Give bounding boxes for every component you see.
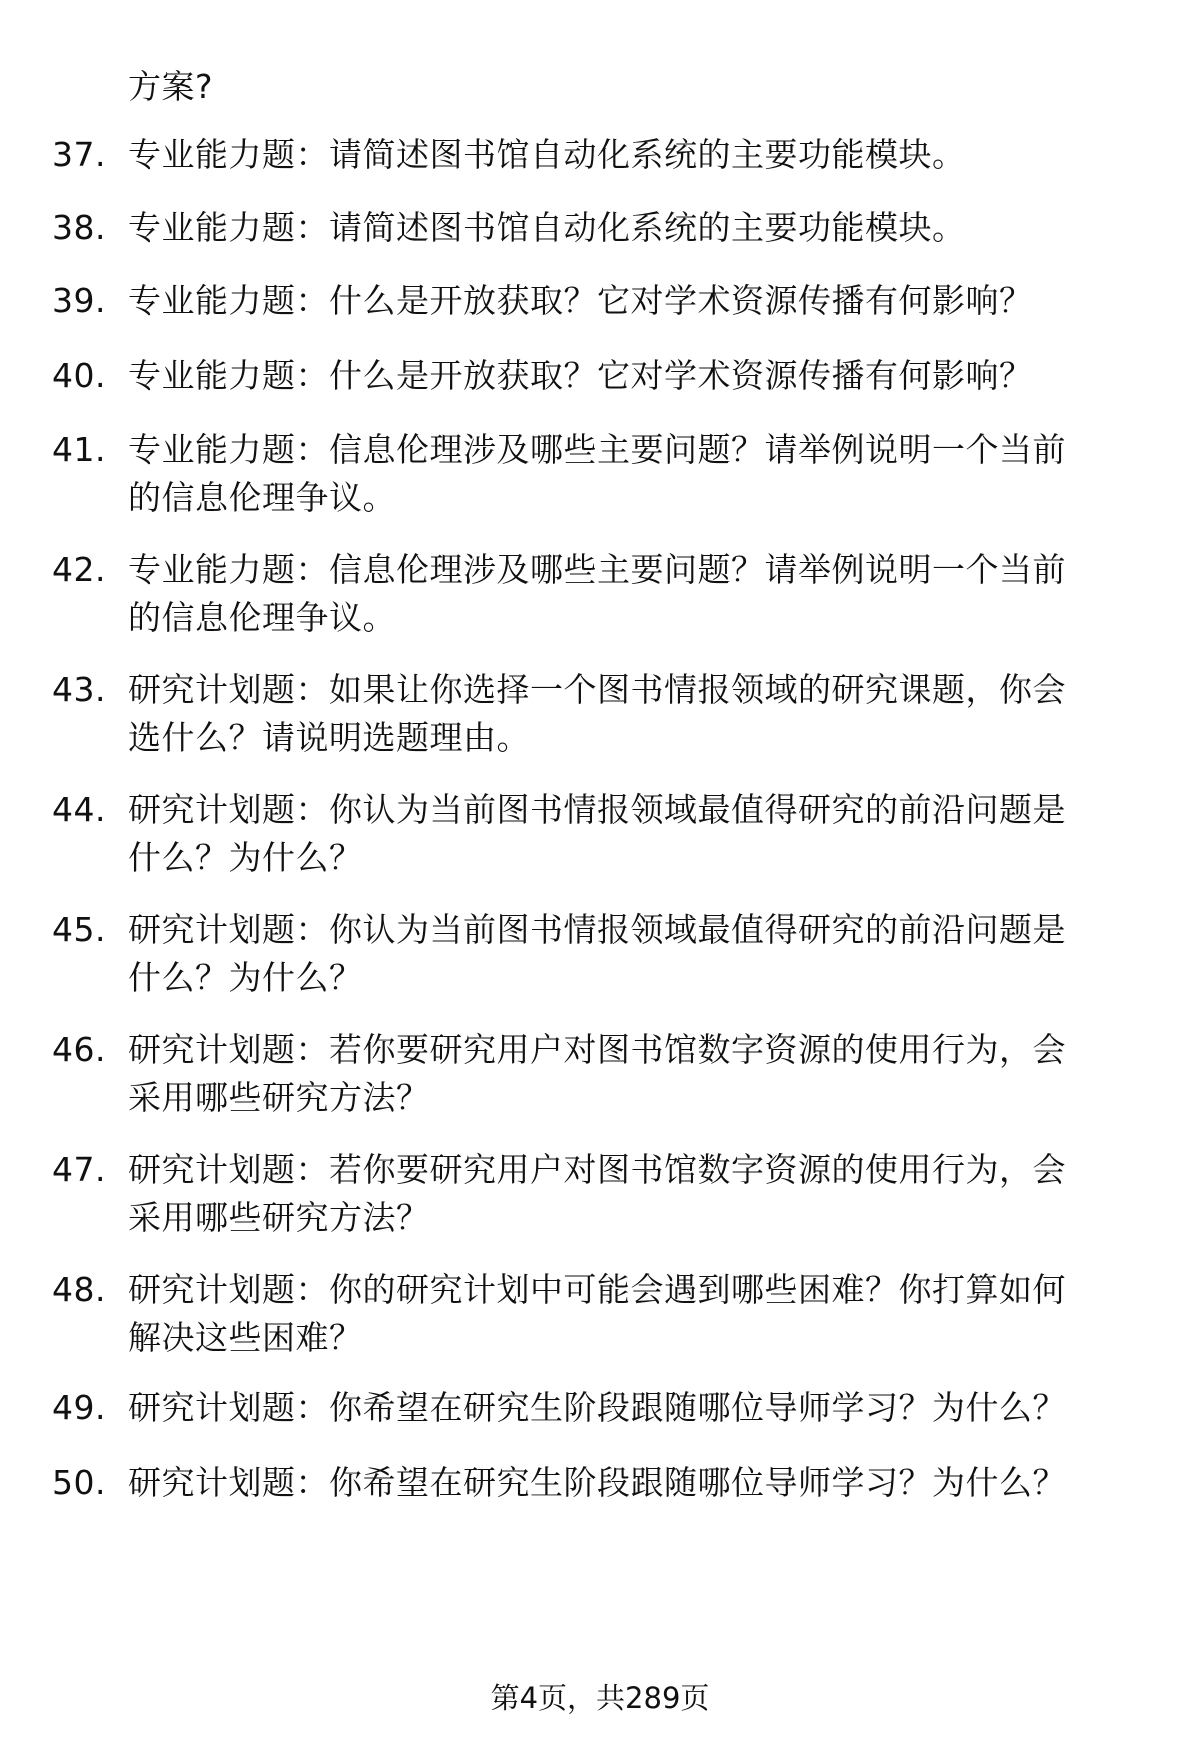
question-text-line-2: 采用哪些研究方法？	[128, 1078, 430, 1117]
question-number: 44.	[52, 790, 106, 829]
question-number: 40.	[52, 356, 106, 395]
question-text-line-2: 的信息伦理争议。	[128, 598, 396, 637]
question-text-line-1: 研究计划题：若你要研究用户对图书馆数字资源的使用行为，会	[128, 1030, 1066, 1069]
question-text: 专业能力题：什么是开放获取？它对学术资源传播有何影响？	[128, 281, 1033, 320]
question-text-line-1: 研究计划题：若你要研究用户对图书馆数字资源的使用行为，会	[128, 1150, 1066, 1189]
question-number: 37.	[52, 135, 106, 174]
question-text: 研究计划题：你希望在研究生阶段跟随哪位导师学习？为什么？	[128, 1388, 1066, 1427]
question-text: 专业能力题：请简述图书馆自动化系统的主要功能模块。	[128, 135, 966, 174]
question-text: 专业能力题：请简述图书馆自动化系统的主要功能模块。	[128, 208, 966, 247]
question-text-line-2: 采用哪些研究方法？	[128, 1198, 430, 1237]
page-footer: 第4页，共289页	[490, 1681, 710, 1715]
question-number: 42.	[52, 550, 106, 589]
question-number: 43.	[52, 670, 106, 709]
question-number: 49.	[52, 1388, 106, 1427]
question-number: 48.	[52, 1270, 106, 1309]
question-text-line-2: 的信息伦理争议。	[128, 478, 396, 517]
question-text: 专业能力题：什么是开放获取？它对学术资源传播有何影响？	[128, 356, 1033, 395]
question-text: 研究计划题：你希望在研究生阶段跟随哪位导师学习？为什么？	[128, 1463, 1066, 1502]
question-number: 45.	[52, 910, 106, 949]
question-number: 50.	[52, 1463, 106, 1502]
question-number: 46.	[52, 1030, 106, 1069]
question-text-line-2: 什么？为什么？	[128, 958, 363, 997]
question-text-line-1: 研究计划题：你认为当前图书情报领域最值得研究的前沿问题是	[128, 910, 1066, 949]
question-text-line-1: 专业能力题：信息伦理涉及哪些主要问题？请举例说明一个当前	[128, 550, 1066, 589]
question-text-line-1: 研究计划题：你的研究计划中可能会遇到哪些困难？你打算如何	[128, 1270, 1066, 1309]
question-text-line-1: 专业能力题：信息伦理涉及哪些主要问题？请举例说明一个当前	[128, 430, 1066, 469]
question-text-line-1: 研究计划题：如果让你选择一个图书情报领域的研究课题，你会	[128, 670, 1066, 709]
question-text-line-2: 解决这些困难？	[128, 1318, 363, 1357]
question-text-line-1: 研究计划题：你认为当前图书情报领域最值得研究的前沿问题是	[128, 790, 1066, 829]
question-number: 41.	[52, 430, 106, 469]
question-number: 38.	[52, 208, 106, 247]
question-text-line-2: 选什么？请说明选题理由。	[128, 718, 530, 757]
question-text-line-2: 什么？为什么？	[128, 838, 363, 877]
question-number: 39.	[52, 281, 106, 320]
continuation-text: 方案?	[128, 67, 214, 106]
question-number: 47.	[52, 1150, 106, 1189]
